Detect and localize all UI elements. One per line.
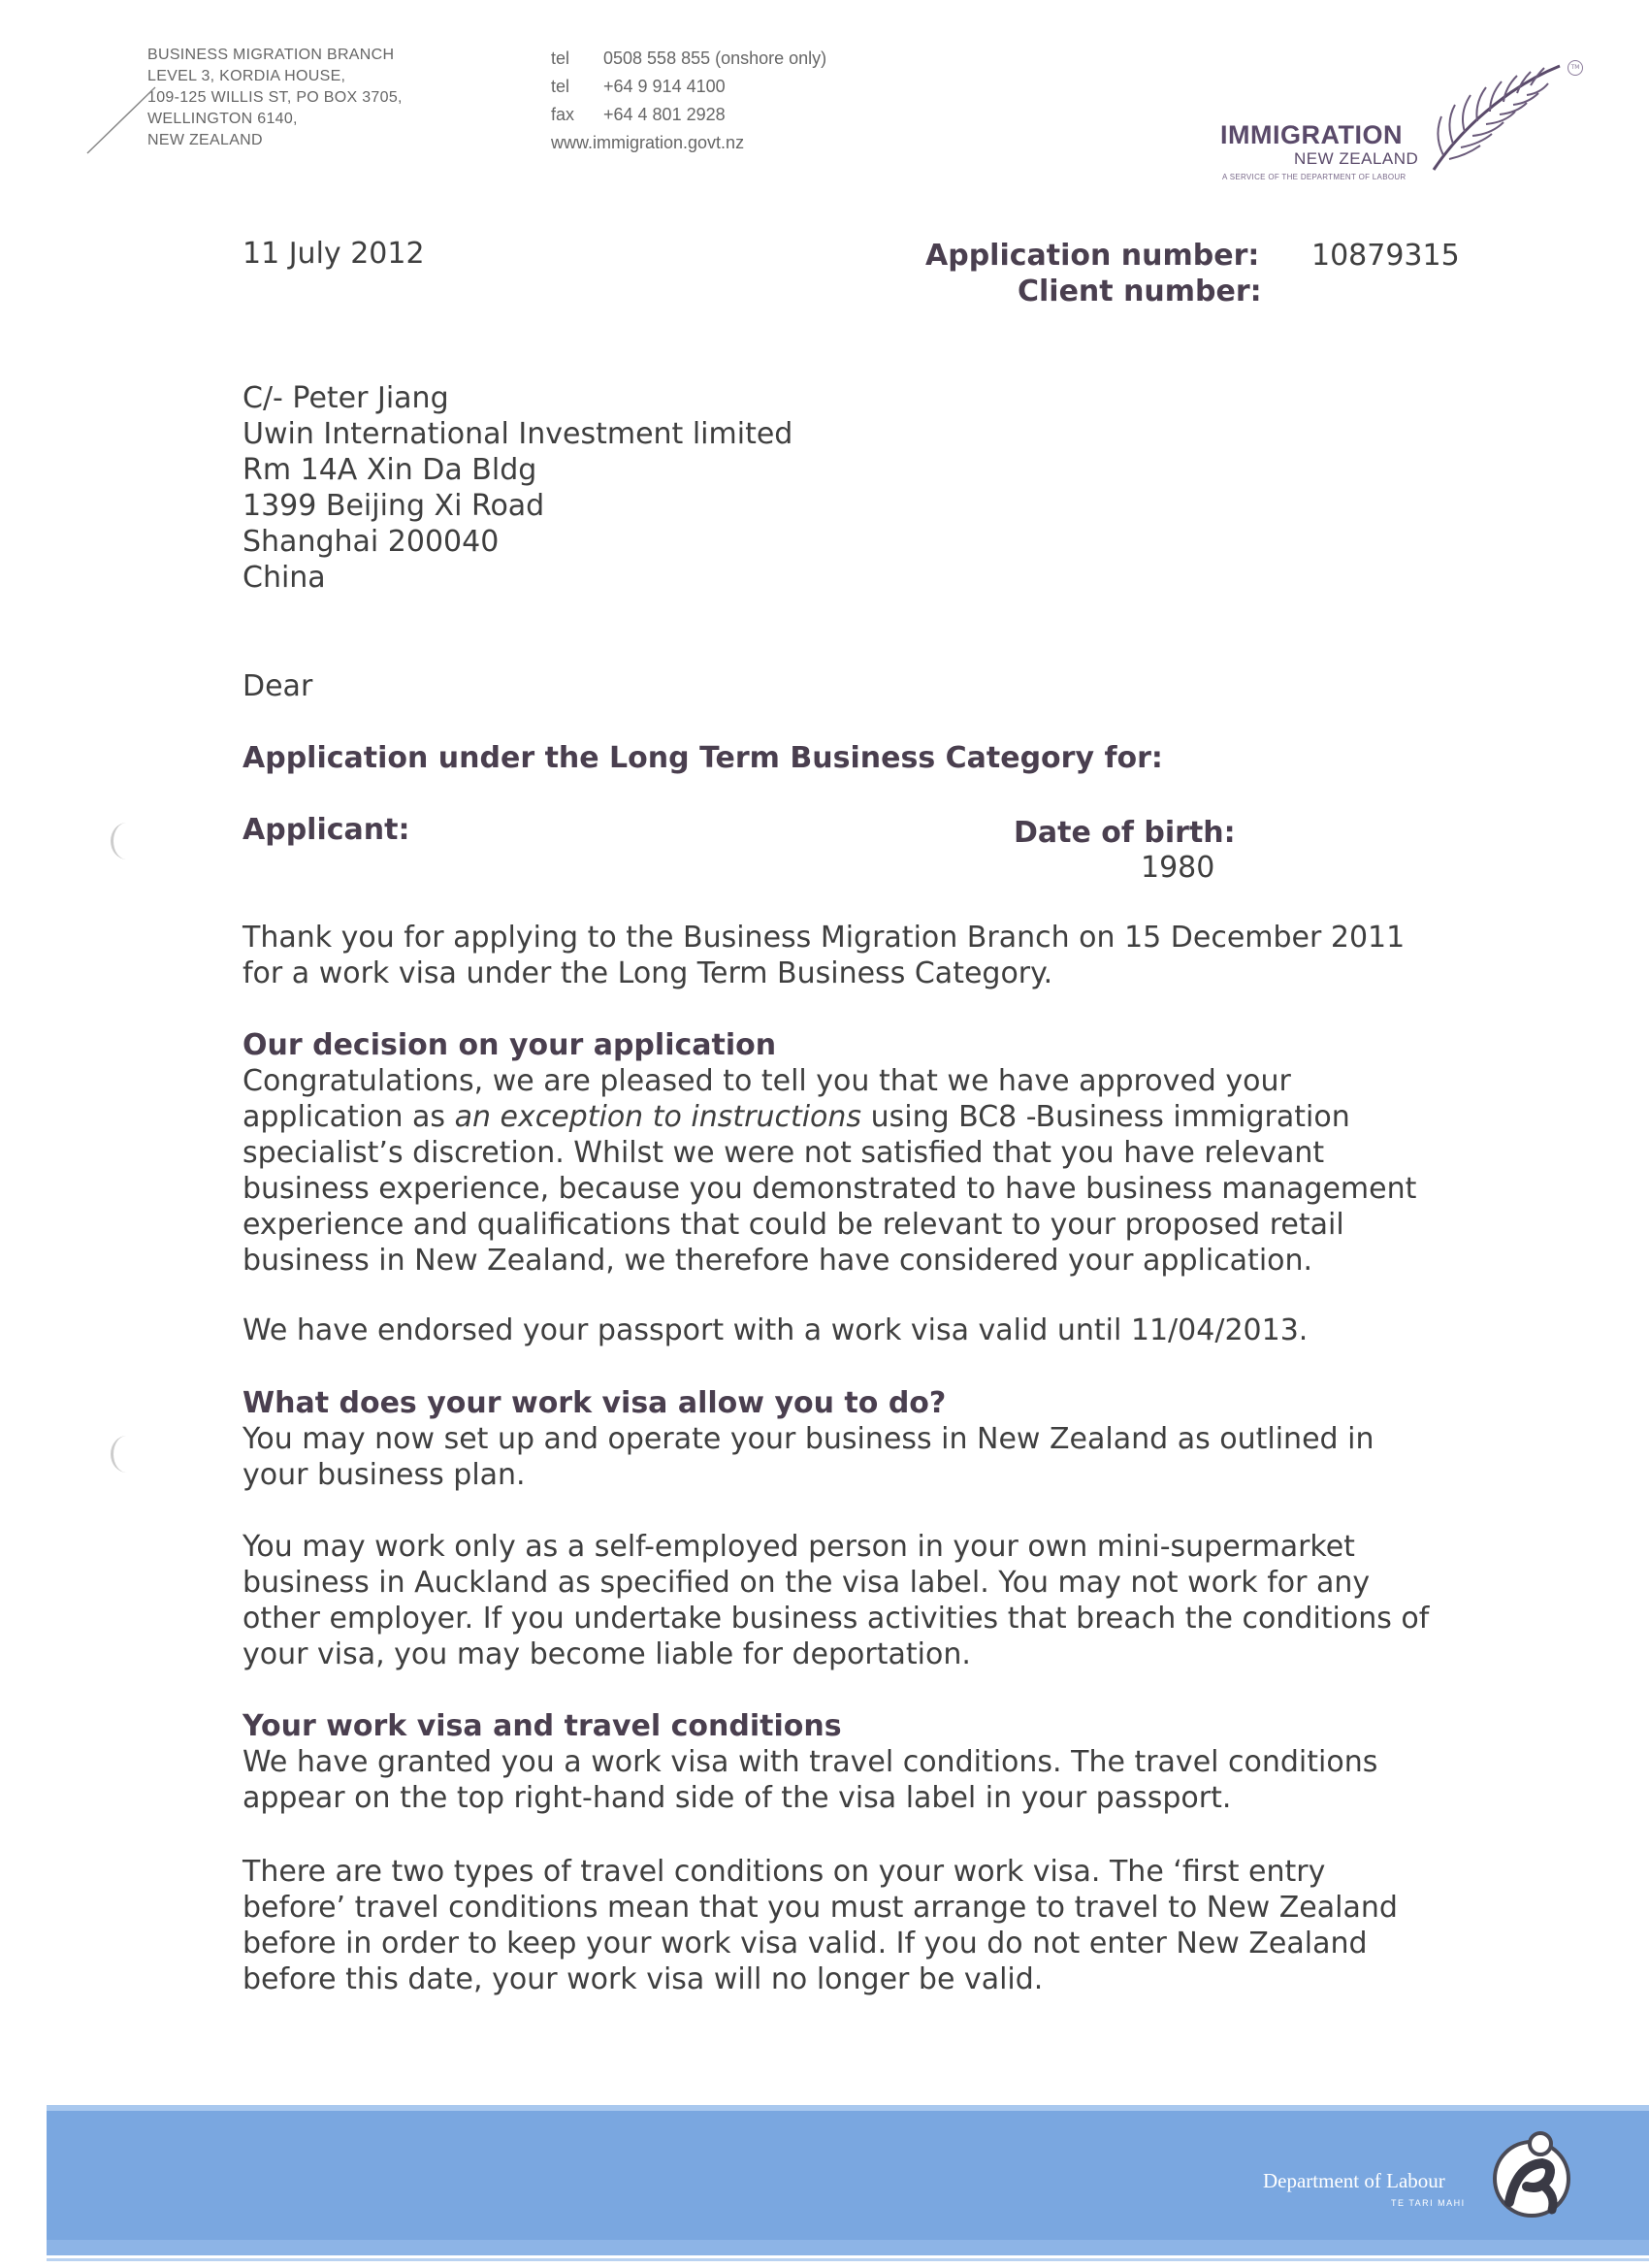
- contact-value: 0508 558 855 (onshore only): [603, 49, 827, 68]
- text-line: You may work only as a self-employed person in your own mini-supermarket: [242, 1530, 1355, 1564]
- recipient-address: [242, 380, 1504, 596]
- contact-row: [551, 73, 826, 101]
- address-line: Shanghai 200040: [242, 525, 500, 559]
- applicant-label: Applicant:: [242, 813, 410, 847]
- text-line: [242, 1099, 1504, 1135]
- text-line: other employer. If you undertake business activities that breach the conditions of: [242, 1602, 1430, 1636]
- address-line: Rm 14A Xin Da Bldg: [242, 453, 537, 487]
- text-span: application as: [242, 1100, 455, 1134]
- text-line: your business plan.: [242, 1458, 526, 1492]
- contact-label: tel: [551, 49, 570, 68]
- trademark-mark: TM: [1568, 60, 1583, 76]
- text-line: for a work visa under the Long Term Business Category.: [242, 956, 1053, 990]
- endorsement-paragraph: We have endorsed your passport with a work visa valid until 11/04/2013.: [242, 1313, 1309, 1347]
- section-heading: Your work visa and travel conditions: [242, 1709, 842, 1743]
- application-number-value: 10879315: [1311, 239, 1460, 273]
- contact-block: [551, 45, 826, 157]
- text-line: before’ travel conditions mean that you must arrange to travel to New Zealand: [242, 1891, 1398, 1925]
- subject-line: Application under the Long Term Business Category for:: [242, 741, 1163, 775]
- address-line: NEW ZEALAND: [147, 132, 263, 148]
- text-line: before this date, your work visa will no longer be valid.: [242, 1962, 1044, 1996]
- decision-section: [242, 1027, 1504, 1279]
- dob-label: Date of birth:: [1014, 816, 1236, 850]
- address-line: Uwin International Investment limited: [242, 417, 793, 451]
- contact-value: +64 4 801 2928: [603, 105, 726, 124]
- footer-stripe: [47, 2240, 1649, 2255]
- immigration-nz-logo: [1220, 58, 1589, 184]
- address-line: China: [242, 561, 326, 595]
- text-line: experience and qualifications that could be relevant to your proposed retail: [242, 1208, 1344, 1242]
- section-heading: Our decision on your application: [242, 1028, 777, 1062]
- salutation: Dear: [242, 669, 313, 703]
- text-line: Thank you for applying to the Business Migration Branch on 15 December 2011: [242, 921, 1406, 955]
- contact-row: [551, 101, 826, 129]
- travel-section: [242, 1708, 1504, 1816]
- footer-stripe: [47, 2258, 1649, 2261]
- logo-title: IMMIGRATION: [1220, 120, 1403, 149]
- footer-stripe: [47, 2105, 1649, 2111]
- contact-row: [551, 45, 826, 73]
- address-line: C/- Peter Jiang: [242, 381, 449, 415]
- text-line: before in order to keep your work visa valid. If you do not enter New Zealand: [242, 1927, 1368, 1960]
- intro-paragraph: [242, 920, 1504, 991]
- text-line: business in Auckland as specified on the visa label. You may not work for any: [242, 1566, 1371, 1600]
- logo-subtitle: NEW ZEALAND: [1294, 149, 1419, 168]
- allow-paragraph-2: [242, 1529, 1504, 1672]
- allow-section: [242, 1385, 1504, 1493]
- text-line: We have granted you a work visa with travel conditions. The travel conditions: [242, 1745, 1378, 1779]
- department-of-labour-logo-icon: [1488, 2126, 1575, 2223]
- address-line: 1399 Beijing Xi Road: [242, 489, 545, 523]
- text-line: business experience, because you demonstrated to have business management: [242, 1172, 1417, 1206]
- department-maori-name: TE TARI MAHI: [1391, 2198, 1466, 2208]
- text-line: business in New Zealand, we therefore have considered your application.: [242, 1244, 1313, 1278]
- italic-phrase: an exception to instructions: [454, 1100, 862, 1134]
- text-line: your visa, you may become liable for deportation.: [242, 1637, 971, 1671]
- punch-hole-mark: [111, 823, 143, 859]
- text-line: appear on the top right-hand side of the visa label in your passport.: [242, 1781, 1232, 1815]
- text-span: using BC8 -Business immigration: [861, 1100, 1350, 1134]
- contact-value: +64 9 914 4100: [603, 77, 726, 96]
- punch-hole-mark: [111, 1436, 143, 1473]
- text-line: There are two types of travel conditions on your work visa. The ‘first entry: [242, 1855, 1326, 1889]
- silver-fern-icon: [1424, 58, 1569, 175]
- logo-tagline: A SERVICE OF THE DEPARTMENT OF LABOUR: [1222, 173, 1406, 181]
- address-line: 109-125 WILLIS ST, PO BOX 3705,: [147, 89, 403, 106]
- address-line: LEVEL 3, KORDIA HOUSE,: [147, 68, 346, 84]
- text-line: You may now set up and operate your business in New Zealand as outlined in: [242, 1422, 1374, 1456]
- letter-date: 11 July 2012: [242, 237, 425, 271]
- application-number-label: Application number:: [925, 239, 1260, 273]
- website-link: www.immigration.govt.nz: [551, 133, 745, 152]
- address-line: BUSINESS MIGRATION BRANCH: [147, 47, 395, 63]
- address-line: WELLINGTON 6140,: [147, 111, 298, 127]
- text-line: specialist’s discretion. Whilst we were not satisfied that you have relevant: [242, 1136, 1325, 1170]
- department-name: Department of Labour: [1263, 2169, 1445, 2192]
- branch-address: [147, 45, 403, 151]
- text-line: Congratulations, we are pleased to tell you that we have approved your: [242, 1064, 1291, 1098]
- contact-label: tel: [551, 77, 570, 96]
- dob-value: 1980: [1141, 851, 1215, 885]
- contact-label: fax: [551, 105, 575, 124]
- travel-paragraph-2: [242, 1854, 1504, 1997]
- client-number-label: Client number:: [1018, 275, 1262, 308]
- pen-mark: [85, 81, 163, 159]
- section-heading: What does your work visa allow you to do?: [242, 1386, 947, 1420]
